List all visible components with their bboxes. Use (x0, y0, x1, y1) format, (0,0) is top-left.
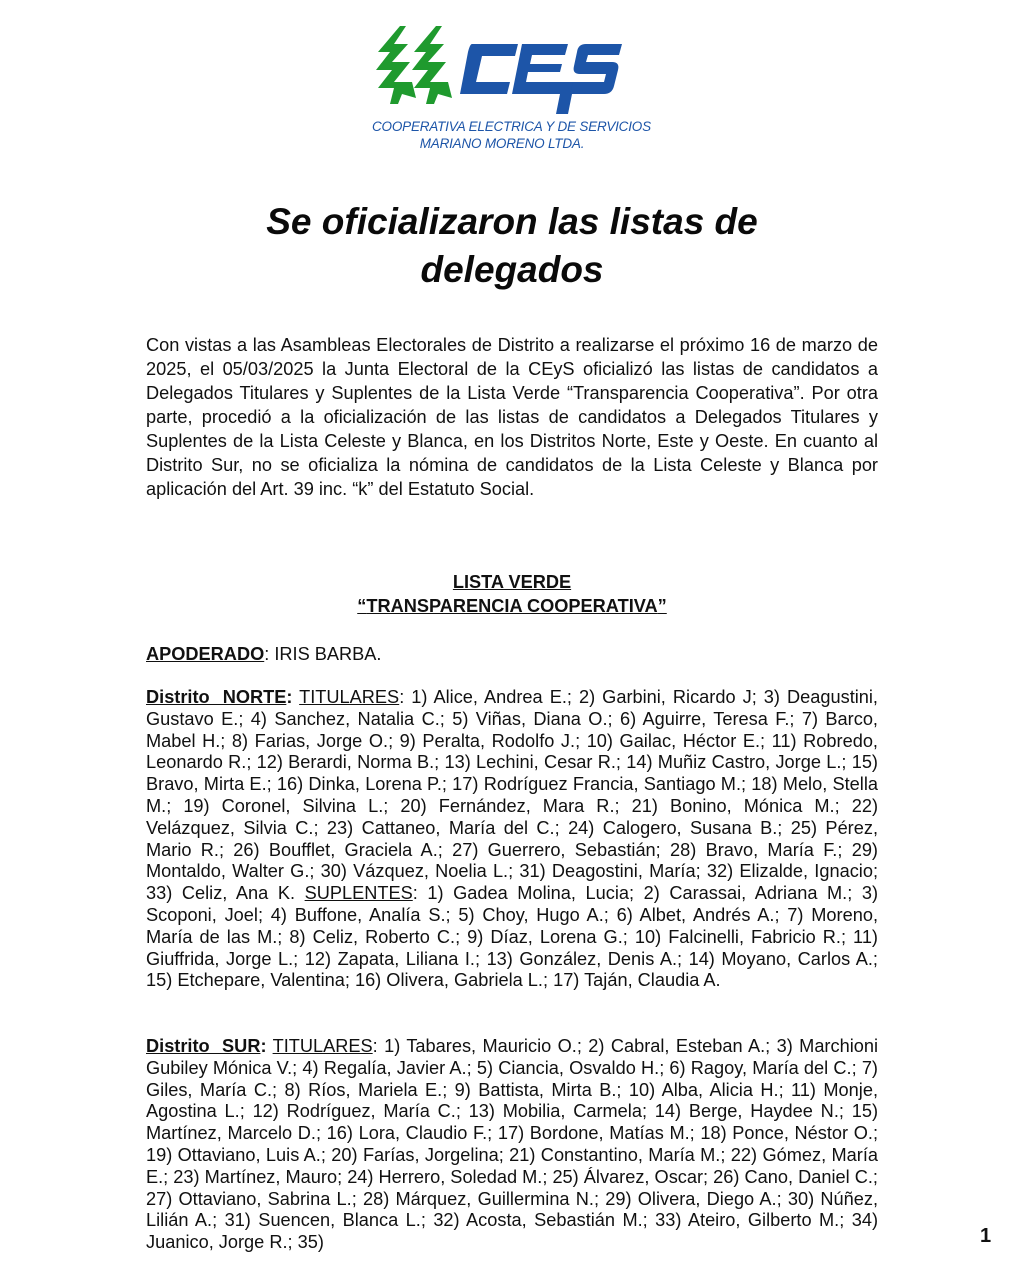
title-line-2: delegados (420, 249, 604, 290)
intro-paragraph: Con vistas a las Asambleas Electorales de Distrito a realizarse el próximo 16 de marzo de 2025, el 05/03/2025 la Junta Electoral de la CEyS oficializó las listas de candidatos a Delegados Titulares y Suplentes de la Lista Verde “Transparencia Cooperativa”. Por otra parte, procedió a la oficialización de las listas de candidatos a Delegados Titulares y Suplentes de la Lista Celeste y Blanca, en los Distritos Norte, Este y Oeste. En cuanto al Distrito Sur, no se oficializa la nómina de candidatos de la Lista Celeste y Blanca por aplicación del Art. 39 inc. “k” del Estatuto Social. (146, 335, 878, 499)
title-line-1: Se oficializaron las listas de (266, 201, 758, 242)
norte-suplentes-label: SUPLENTES (304, 883, 413, 904)
list-subtitle-open-quote: “ (357, 596, 367, 616)
district-sur-label: Distrito SUR (146, 1036, 261, 1056)
cooperative-logo (372, 22, 651, 157)
page-number: 1 (980, 1225, 992, 1247)
sur-titulares-label: TITULARES (272, 1036, 373, 1056)
sur-titulares-list: 1) Tabares, Mauricio O.; 2) Cabral, Esteban A.; 3) Marchioni Gubiley Mónica V.; 4) Regalía, Javier A.; 5) Ciancia, Osvaldo H.; 6) Ragoy, María del C.; 7) Giles, María C.; 8) Ríos, Mariela E.; 9) Battista, Mirta B.; 10) Alba, Alicia H.; 11) Monje, Agostina L.; 12) Rodríguez, María C.; 13) Mobilia, Carmela; 14) Berge, Haydee N.; 15) Martínez, Marcelo D.; 16) Lora, Claudio F.; 17) Bordone, Matías M.; 18) Ponce, Néstor O.; 19) Ottaviano, Luis A.; 20) Farías, Jorgelina; 21) Constantino, María M.; 22) Gómez, María E.; 23) Martínez, Mauro; 24) Herrero, Soledad M.; 25) Álvarez, Oscar; 26) Cano, Daniel C.; 27) Ottaviano, Sabrina L.; 28) Márquez, Guillermina N.; 29) Olivera, Diego A.; 30) Núñez, Lilián A.; 31) Suencen, Blanca L.; 32) Acosta, Sebastián M.; 33) Ateiro, Gilberto M.; 34) Juanico, Jorge R.; 35) (146, 1036, 879, 1253)
apoderado-line (146, 642, 878, 666)
logo-cooperative-name: COOPERATIVA ELECTRICA Y DE SERVICIOS (372, 119, 651, 134)
list-subtitle-close-quote: ” (657, 596, 667, 616)
article-title (150, 198, 874, 294)
logo-cooperative-location: MARIANO MORENO LTDA. (419, 136, 585, 151)
norte-titulares-list: 1) Alice, Andrea E.; 2) Garbini, Ricardo J; 3) Deagustini, Gustavo E.; 4) Sanchez, Natalia C.; 5) Viñas, Diana O.; 6) Aguirre, Teresa F.; 7) Barco, Mabel H.; 8) Farias, Jorge O.; 9) Peralta, Rodolfo J.; 10) Gailac, Héctor E.; 11) Robredo, Leonardo R.; 12) Berardi, Norma B.; 13) Lechini, Cesar R.; 14) Muñiz Castro, Jorge L.; 15) Bravo, Mirta E.; 16) Dinka, Lorena P.; 17) Rodríguez Francia, Santiago M.; 18) Melo, Stella M.; 19) Coronel, Silvina L.; 20) Fernández, Mara R.; 21) Bonino, Mónica M.; 22) Velázquez, Silvia C.; 23) Cattaneo, María del C.; 24) Calogero, Susana B.; 25) Pérez, Mario R.; 26) Boufflet, Graciela A.; 27) Guerrero, Sebastián; 28) Bravo, María F.; 29) Montaldo, Walter G.; 30) Vázquez, Noelia L.; 31) Deagostini, María; 32) Elizalde, Ignacio; 33) Celiz, Ana K. (146, 687, 878, 904)
logo-graphic (372, 22, 632, 117)
district-norte-label: Distrito NORTE (146, 687, 287, 707)
norte-suplentes-list: 1) Gadea Molina, Lucia; 2) Carassai, Adriana M.; 3) Scoponi, Joel; 4) Buffone, Analía S.; 5) Choy, Hugo A.; 6) Albet, Andrés A.; 7) Moreno, María de las M.; 8) Celiz, Roberto C.; 9) Díaz, Lorena G.; 10) Falcinelli, Fabricio R.; 11) Giuffrida, Jorge L.; 12) Zapata, Liliana I.; 13) González, Denis A.; 14) Moyano, Carlos A.; 15) Etchepare, Valentina; 16) Olivera, Gabriela L.; 17) Taján, Claudia A. (146, 883, 879, 991)
pine-trees-icon (376, 26, 452, 104)
district-sur-label-colon: : (260, 1036, 267, 1056)
apoderado-label: APODERADO (146, 644, 265, 664)
list-subtitle-heading (146, 594, 878, 618)
list-subtitle: TRANSPARENCIA COOPERATIVA (366, 596, 658, 616)
list-name-heading (146, 570, 878, 594)
list-name: LISTA VERDE (452, 572, 572, 592)
norte-titulares-label: TITULARES (299, 687, 400, 707)
apoderado-value: : IRIS BARBA. (264, 644, 382, 664)
district-sur-paragraph: Distrito SUR: TITULARES: 1) Tabares, Mauricio O.; 2) Cabral, Esteban A.; 3) Marchioni Gubiley Mónica V.; 4) Regalía, Javier A.; 5) Ciancia, Osvaldo H.; 6) Ragoy, María del C.; 7) Giles, María C.; 8) Ríos, Mariela E.; 9) Battista, Mirta B.; 10) Alba, Alicia H.; 11) Monje, Agostina L.; 12) Rodríguez, María C.; 13) Mobilia, Carmela; 14) Berge, Haydee N.; 15) Martínez, Marcelo D.; 16) Lora, Claudio F.; 17) Bordone, Matías M.; 18) Ponce, Néstor O.; 19) Ottaviano, Luis A.; 20) Farías, Jorgelina; 21) Constantino, María M.; 22) Gómez, María E.; 23) Martínez, Mauro; 24) Herrero, Soledad M.; 25) Álvarez, Oscar; 26) Cano, Daniel C.; 27) Ottaviano, Sabrina L.; 28) Márquez, Guillermina N.; 29) Olivera, Diego A.; 30) Núñez, Lilián A.; 31) Suencen, Blanca L.; 32) Acosta, Sebastián M.; 33) Ateiro, Gilberto M.; 34) Juanico, Jorge R.; 35) (146, 1036, 879, 1253)
ceys-wordmark (460, 44, 622, 114)
district-norte-label-colon: : (286, 687, 293, 707)
district-norte-paragraph: Distrito NORTE: TITULARES: 1) Alice, Andrea E.; 2) Garbini, Ricardo J; 3) Deagustini, Gustavo E.; 4) Sanchez, Natalia C.; 5) Viñas, Diana O.; 6) Aguirre, Teresa F.; 7) Barco, Mabel H.; 8) Farias, Jorge O.; 9) Peralta, Rodolfo J.; 10) Gailac, Héctor E.; 11) Robredo, Leonardo R.; 12) Berardi, Norma B.; 13) Lechini, Cesar R.; 14) Muñiz Castro, Jorge L.; 15) Bravo, Mirta E.; 16) Dinka, Lorena P.; 17) Rodríguez Francia, Santiago M.; 18) Melo, Stella M.; 19) Coronel, Silvina L.; 20) Fernández, Mara R.; 21) Bonino, Mónica M.; 22) Velázquez, Silvia C.; 23) Cattaneo, María del C.; 24) Calogero, Susana B.; 25) Pérez, Mario R.; 26) Boufflet, Graciela A.; 27) Guerrero, Sebastián; 28) Bravo, María F.; 29) Montaldo, Walter G.; 30) Vázquez, Noelia L.; 31) Deagostini, María; 32) Elizalde, Ignacio; 33) Celiz, Ana K. SUPLENTES: 1) Gadea Molina, Lucia; 2) Carassai, Adriana M.; 3) Scoponi, Joel; 4) Buffone, Analía S.; 5) Choy, Hugo A.; 6) Albet, Andrés A.; 7) Moreno, María de las M.; 8) Celiz, Roberto C.; 9) Díaz, Lorena G.; 10) Falcinelli, Fabricio R.; 11) Giuffrida, Jorge L.; 12) Zapata, Liliana I.; 13) González, Denis A.; 14) Moyano, Carlos A.; 15) Etchepare, Valentina; 16) Olivera, Gabriela L.; 17) Taján, Claudia A. (146, 687, 879, 991)
